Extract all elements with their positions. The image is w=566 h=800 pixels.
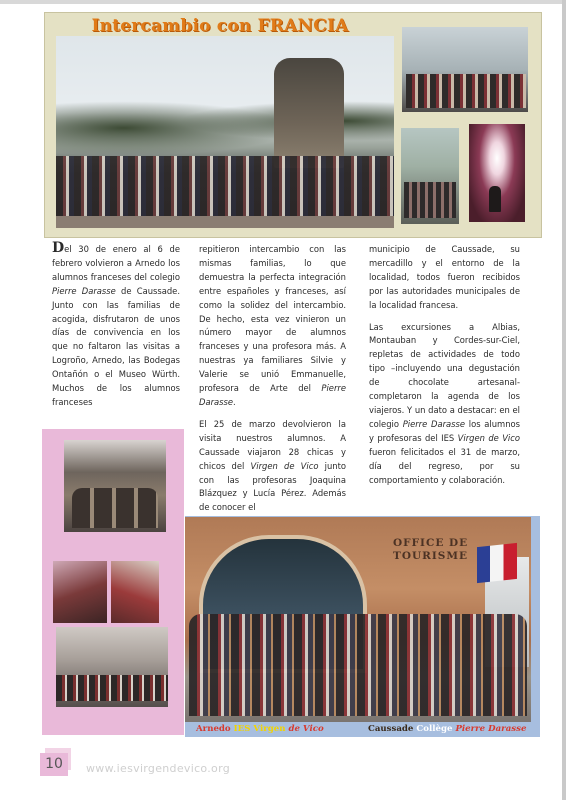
paragraph <box>199 418 346 515</box>
caption-left <box>196 724 324 734</box>
page-edge-right <box>562 0 566 800</box>
paragraph: municipio de Caussade, su mercadillo y el entorno de la localidad, todos fueron recibidos por las autoridades municipales de la localidad francesa. <box>369 244 520 310</box>
ground <box>56 216 394 228</box>
student-group <box>189 614 527 716</box>
caption-school: IES Virgen <box>233 724 286 734</box>
school-name: Pierre Darasse <box>402 418 466 429</box>
text-column-1 <box>52 240 180 418</box>
person-silhouette <box>489 186 501 212</box>
photo-chocolate-workshop <box>53 561 107 623</box>
school-name: Virgen de Vico <box>457 432 520 443</box>
caption-town: Arnedo <box>196 724 231 734</box>
tourist-office-sign: OFFICE DE TOURISME <box>393 537 469 562</box>
caption-right <box>368 724 526 734</box>
student-group <box>406 74 526 108</box>
text-run: el 30 de enero al 6 de febrero volvieron a Arnedo los alumnos franceses del colegio <box>52 244 180 282</box>
school-name: Pierre Darasse <box>52 285 116 296</box>
article-title: Intercambio con FRANCIA <box>91 16 349 36</box>
photo-caussade-building <box>64 440 166 532</box>
school-name: Pierre Darasse <box>199 383 346 407</box>
photo-tunnel <box>469 124 525 222</box>
text-run: Las excursiones a Albias, Montauban y Cordes-sur-Ciel, repletas de actividades de todo tipo –incluyendo una degustación de chocolate artesanal- completaron la agenda de los viajeros. Y un dato a destacar: en el colegio <box>369 321 520 429</box>
text-run: fueron felicitados el 31 de marzo, día del regreso, por su comportamiento y colaboración. <box>369 446 520 485</box>
page-number-badge <box>40 748 72 776</box>
school-name: Virgen de Vico <box>250 460 319 471</box>
text-run: junto con las profesoras Joaquina Blázquez y Lucía Pérez. Además de conocer el <box>199 460 347 513</box>
group-photo-statue <box>56 36 394 228</box>
photo-tourist-office-group <box>185 517 531 722</box>
dropcap: D <box>52 240 65 256</box>
student-group <box>56 675 168 701</box>
caption-school-suffix: de Vico <box>288 724 324 734</box>
paragraph <box>52 240 180 410</box>
photo-museum-group <box>402 27 528 112</box>
arcade <box>72 488 158 528</box>
caption-college: Collège <box>416 724 453 734</box>
equestrian-statue <box>274 58 344 168</box>
text-run: El 25 de marzo devolvieron la visita nuestros alumnos. A Caussade viajaron 28 chicas y chicos del <box>199 418 346 471</box>
page-number: 10 <box>40 753 68 776</box>
photo-bodega-visit <box>401 128 459 224</box>
student-group <box>56 156 394 218</box>
text-run: . <box>233 396 236 407</box>
text-run: los alumnos y profesoras del IES <box>369 418 520 443</box>
page-edge-top <box>0 0 566 4</box>
text-column-3 <box>369 243 520 495</box>
student-group <box>404 182 456 218</box>
paragraph <box>199 243 346 410</box>
text-run: repitieron intercambio con las mismas familias, lo que demuestra la perfecta integración entre españoles y franceses, así como la solidez del intercambio. De hecho, esta vez vinieron un número mayor de alumnos franceses y una profesora más. A nuestras ya familiares Silvie y Valerie se unió Emmanuelle, profesora de Arte del <box>199 244 346 394</box>
text-column-2 <box>199 243 346 523</box>
caption-school: Pierre Darasse <box>455 724 527 734</box>
caption-town: Caussade <box>368 724 414 734</box>
photo-town-square-group <box>56 627 168 707</box>
text-run: de Caussade. Junto con las familias de acogida, disfrutaron de unos días de convivencia en los que no faltaron las visitas a Logroño, Arnedo, las Bodegas Ontañón o el Museo Würth. Muchos de los alumnos franceses <box>52 285 180 407</box>
photo-costume-visit <box>111 561 159 623</box>
french-flag <box>477 543 517 583</box>
paragraph <box>369 321 520 488</box>
website-link[interactable]: www.iesvirgendevico.org <box>86 762 230 775</box>
